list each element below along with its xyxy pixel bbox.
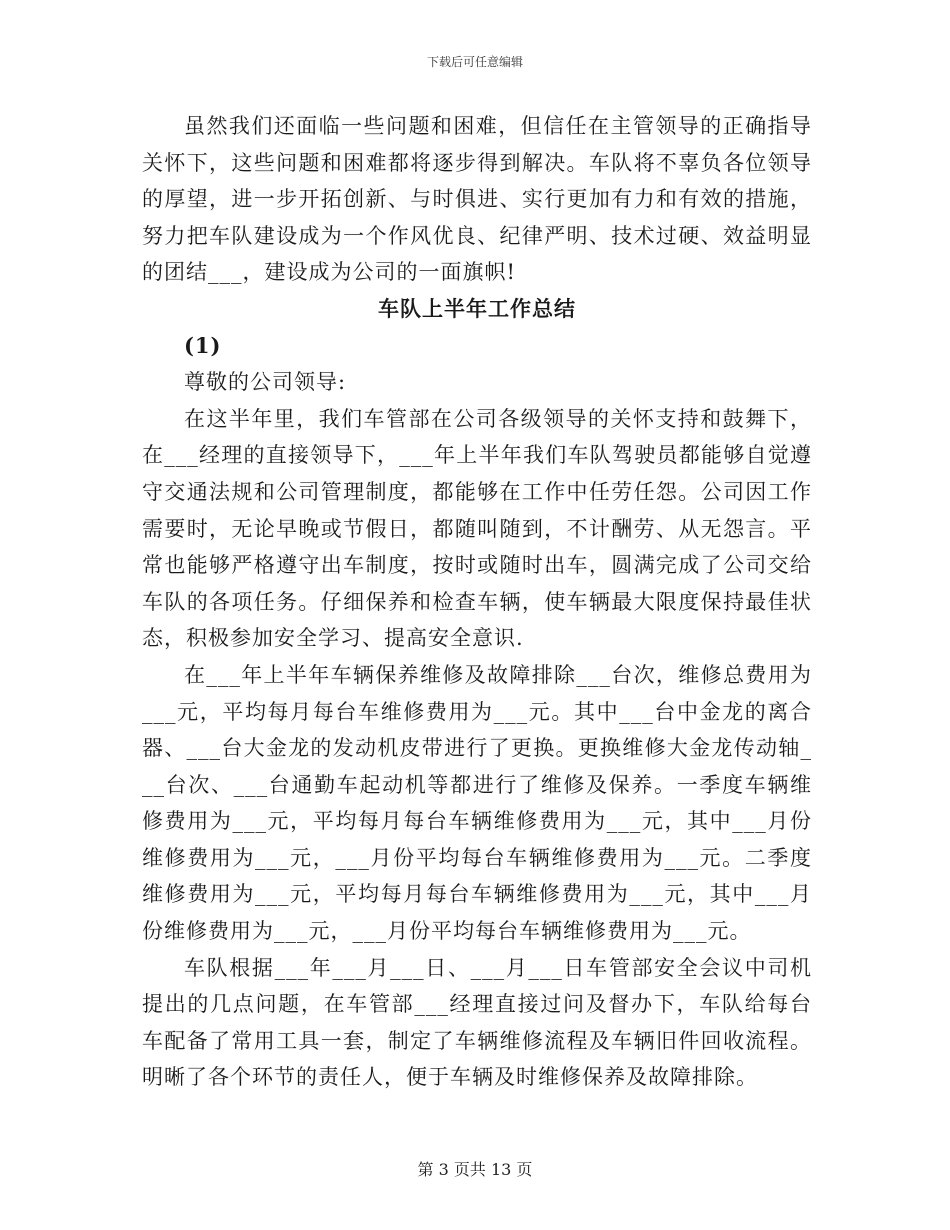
paragraph-safety-meeting: 车队根据___年___月___日、___月___日车管部安全会议中司机提出的几点问题，在车管部___经理直接过问及督办下，车队给每台车配备了常用工具一套，制定了车辆维修流程及车辆旧件回收流程。明晰了各个环节的责任人，便于车辆及时维修保养及故障排除。 [142,955,812,1090]
salutation: 尊敬的公司领导: [184,370,347,395]
page-footer: 第 3 页共 13 页 [417,1160,533,1179]
page-header-note: 下载后可任意编辑 [426,55,523,69]
paragraph-closing: 虽然我们还面临一些问题和困难，但信任在主管领导的正确指导关怀下，这些问题和困难都将逐步得到解决。车队将不辜负各位领导的厚望，进一步开拓创新、与时俱进、实行更加有力和有效的措施，努力把车队建设成为一个作风优良、纪律严明、技术过硬、效益明显的团结___，建设成为公司的一面旗帜! [142,114,812,285]
document-title: 车队上半年工作总结 [378,295,576,321]
paragraph-intro: 在这半年里，我们车管部在公司各级领导的关怀支持和鼓舞下，在___经理的直接领导下，___年上半年我们车队驾驶员都能够自觉遵守交通法规和公司管理制度，都能够在工作中任劳任怨。公司因工作需要时，无论早晚或节假日，都随叫随到，不计酬劳、从无怨言。平常也能够严格遵守出车制度，按时或随时出车，圆满完成了公司交给车队的各项任务。仔细保养和检查车辆，使车辆最大限度保持最佳状态，积极参加安全学习、提高安全意识. [142,406,812,651]
document-body [142,108,812,1096]
paragraph-maintenance: 在___年上半年车辆保养维修及故障排除___台次，维修总费用为___元，平均每月每台车维修费用为___元。其中___台中金龙的离合器、___台大金龙的发动机皮带进行了更换。更换维修大金龙传动轴___台次、___台通勤车起动机等都进行了维修及保养。一季度车辆维修费用为___元，平均每月每台车辆维修费用为___元，其中___月份维修费用为___元，___月份平均每台车辆维修费用为___元。二季度维修费用为___元，平均每月每台车辆维修费用为___元，其中___月份维修费用为___元，___月份平均每台车辆维修费用为___元。 [142,662,812,944]
section-number: (1) [184,332,222,358]
